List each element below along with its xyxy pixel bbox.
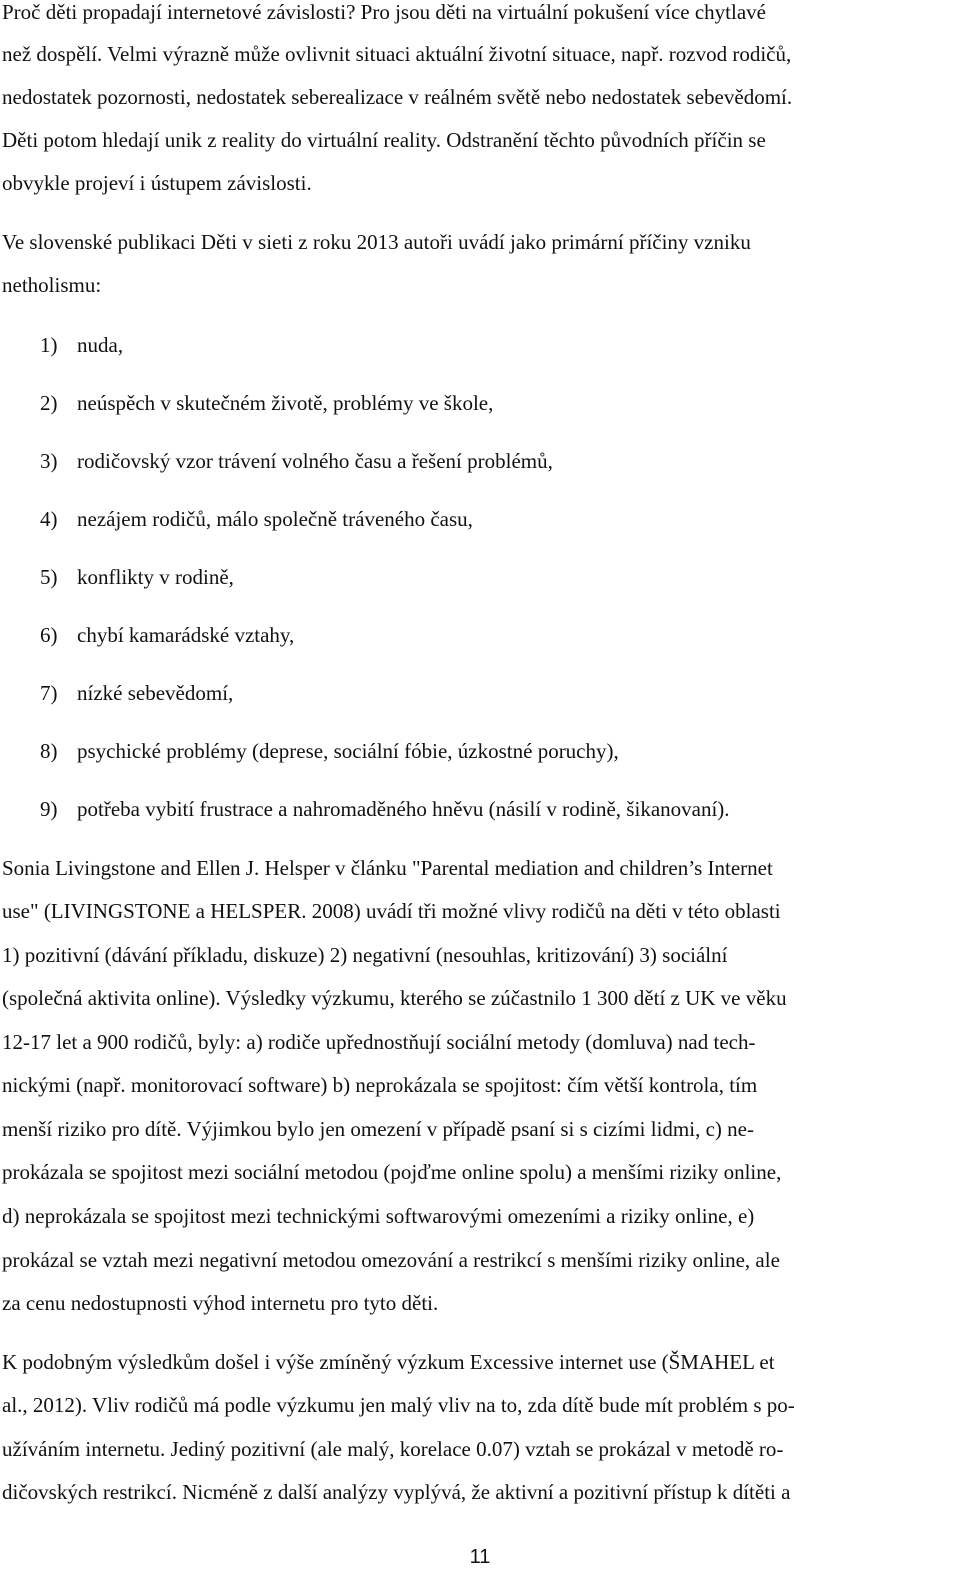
text-line: prokázal se vztah mezi negativní metodou omezování a restrikcí s menšími riziky online, ale	[2, 1248, 780, 1272]
text-line: menší riziko pro dítě. Výjimkou bylo jen omezení v případě psaní si s cizími lidmi, c) ne-	[2, 1117, 754, 1141]
text-line: dičovských restrikcí. Nicméně z další analýzy vyplývá, že aktivní a pozitivní přístup k dítěti a	[2, 1480, 791, 1504]
text-line: 1) pozitivní (dávání příkladu, diskuze) 2) negativní (nesouhlas, kritizování) 3) sociální	[2, 943, 728, 967]
text-line: Děti potom hledají unik z reality do virtuální reality. Odstranění těchto původních příčin se	[2, 128, 766, 152]
text-line: Ve slovenské publikaci Děti v sieti z roku 2013 autoři uvádí jako primární příčiny vzniku	[2, 230, 751, 254]
list-number: 8)	[40, 739, 58, 763]
text-line: než dospělí. Velmi výrazně může ovlivnit situaci aktuální životní situace, např. rozvod rodičů,	[2, 42, 792, 66]
page-number: 11	[469, 1546, 491, 1568]
list-item	[40, 389, 493, 417]
list-text: neúspěch v skutečném životě, problémy ve škole,	[77, 391, 494, 415]
list-text: nízké sebevědomí,	[77, 681, 234, 705]
text-line: prokázala se spojitost mezi sociální metodou (pojďme online spolu) a menšími riziky online,	[2, 1160, 782, 1184]
list-item	[40, 331, 123, 359]
text-line: 12-17 let a 900 rodičů, byly: a) rodiče upřednostňují sociální metody (domluva) nad tech-	[2, 1030, 756, 1054]
list-number: 7)	[40, 681, 58, 705]
text-line: (společná aktivita online). Výsledky výzkumu, kterého se zúčastnilo 1 300 dětí z UK ve věku	[2, 986, 787, 1010]
list-item	[40, 679, 233, 707]
list-item	[40, 621, 294, 649]
list-text: potřeba vybití frustrace a nahromaděného hněvu (násilí v rodině, šikanovaní).	[77, 797, 730, 821]
list-text: nezájem rodičů, málo společně tráveného času,	[77, 507, 473, 531]
text-line: Proč děti propadají internetové závislosti? Pro jsou děti na virtuální pokušení více chytlavé	[2, 0, 766, 24]
list-number: 3)	[40, 449, 58, 473]
list-number: 1)	[40, 333, 58, 357]
text-line: za cenu nedostupnosti výhod internetu pro tyto děti.	[2, 1291, 439, 1315]
text-line: netholismu:	[2, 273, 102, 297]
list-number: 4)	[40, 507, 58, 531]
text-line: obvykle projeví i ústupem závislosti.	[2, 171, 312, 195]
text-line: nickými (např. monitorovací software) b) neprokázala se spojitost: čím větší kontrola, tím	[2, 1073, 758, 1097]
list-text: nuda,	[77, 333, 124, 357]
list-item	[40, 563, 234, 591]
list-number: 5)	[40, 565, 58, 589]
text-line: al., 2012). Vliv rodičů má podle výzkumu jen malý vliv na to, zda dítě bude mít problém s po-	[2, 1393, 795, 1417]
list-number: 2)	[40, 391, 58, 415]
text-line: nedostatek pozornosti, nedostatek seberealizace v reálném světě nebo nedostatek sebevědomí.	[2, 85, 793, 109]
list-item	[40, 795, 730, 823]
list-number: 9)	[40, 797, 58, 821]
text-line: Sonia Livingstone and Ellen J. Helsper v článku "Parental mediation and children’s Internet	[2, 856, 773, 880]
list-text: konflikty v rodině,	[77, 565, 234, 589]
text-line: use" (LIVINGSTONE a HELSPER. 2008) uvádí tři možné vlivy rodičů na děti v této oblasti	[2, 899, 781, 923]
list-item	[40, 447, 553, 475]
list-number: 6)	[40, 623, 58, 647]
text-line: K podobným výsledkům došel i výše zmíněný výzkum Excessive internet use (ŠMAHEL et	[2, 1350, 775, 1374]
text-line: d) neprokázala se spojitost mezi technickými softwarovými omezeními a riziky online, e)	[2, 1204, 755, 1228]
list-text: chybí kamarádské vztahy,	[77, 623, 295, 647]
list-item	[40, 737, 619, 765]
list-text: rodičovský vzor trávení volného času a řešení problémů,	[77, 449, 553, 473]
text-line: užíváním internetu. Jediný pozitivní (ale malý, korelace 0.07) vztah se prokázal v metodě ro-	[2, 1437, 784, 1461]
list-text: psychické problémy (deprese, sociální fóbie, úzkostné poruchy),	[77, 739, 619, 763]
list-item	[40, 505, 473, 533]
